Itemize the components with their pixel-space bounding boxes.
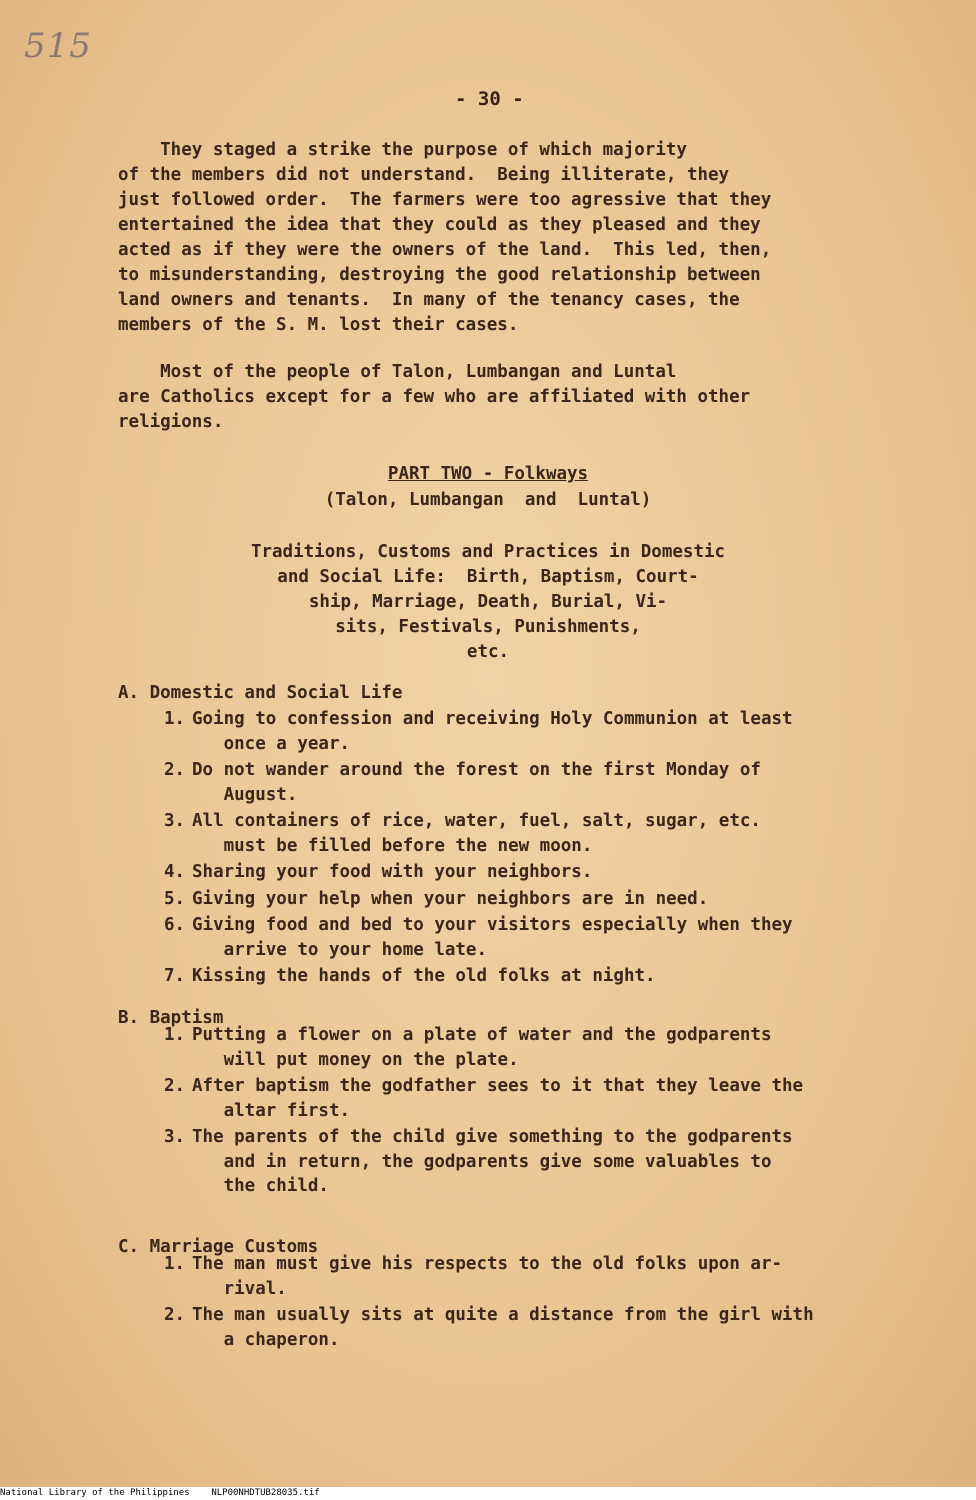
section-heading-baptism: B. Baptism — [118, 1008, 224, 1028]
item-number: 2. — [164, 1076, 186, 1096]
item-number: 4. — [164, 862, 186, 882]
item-number: 1. — [164, 1254, 186, 1274]
list-item — [164, 1125, 803, 1199]
list-item — [164, 964, 793, 989]
item-number: 2. — [164, 1305, 186, 1325]
item-text: Do not wander around the forest on the first Monday of August. — [192, 760, 761, 805]
list-item — [164, 809, 793, 858]
page-number: - 30 - — [455, 88, 524, 110]
list-baptism — [164, 1023, 803, 1201]
list-item — [164, 887, 793, 912]
manuscript-number: 515 — [24, 26, 92, 66]
list-item — [164, 1023, 803, 1072]
section-heading-domestic: A. Domestic and Social Life — [118, 683, 403, 703]
item-text: The man must give his respects to the old folks upon ar- rival. — [192, 1254, 783, 1299]
paragraph-strike: They staged a strike the purpose of which majority of the members did not understand. Being illiterate, they just followed order. The farmers were too agressive that they entertained the idea that they could as they pleased and they acted as if they were the owners of the land. This led, then, to misunderstanding, destroying the good relationship between land owners and tenants. In many of the tenancy cases, the members of the S. M. lost their cases. — [118, 140, 772, 335]
item-number: 3. — [164, 811, 186, 831]
item-text: The parents of the child give something to the godparents and in return, the godparents give some valuables to the child. — [192, 1127, 793, 1196]
list-item — [164, 860, 793, 885]
paragraph-religion: Most of the people of Talon, Lumbangan and Luntal are Catholics except for a few who are affiliated with other religions. — [118, 362, 751, 432]
item-number: 1. — [164, 709, 186, 729]
item-text: Sharing your food with your neighbors. — [192, 862, 593, 882]
part-two-subtitle: (Talon, Lumbangan and Luntal) — [324, 490, 652, 510]
item-text: All containers of rice, water, fuel, salt, sugar, etc. must be filled before the new moon. — [192, 811, 761, 856]
list-item — [164, 1074, 803, 1123]
item-text: After baptism the godfather sees to it that they leave the altar first. — [192, 1076, 804, 1121]
item-text: Giving your help when your neighbors are in need. — [192, 888, 709, 909]
item-text: Going to confession and receiving Holy Communion at least once a year. — [192, 709, 793, 754]
item-number: 7. — [164, 966, 186, 986]
list-marriage — [164, 1252, 814, 1354]
item-text: Giving food and bed to your visitors especially when they arrive to your home late. — [192, 915, 793, 960]
item-number: 5. — [164, 888, 186, 909]
item-text: Putting a flower on a plate of water and the godparents will put money on the plate. — [192, 1025, 772, 1070]
list-item — [164, 913, 793, 962]
part-two-title: PART TWO - Folkways — [387, 464, 589, 484]
scan-footer: National Library of the Philippines NLP00NHDTUB28035.tif — [0, 1487, 976, 1500]
list-domestic — [164, 707, 793, 991]
item-number: 3. — [164, 1127, 186, 1147]
item-number: 6. — [164, 915, 186, 935]
section-heading-marriage: C. Marriage Customs — [118, 1237, 319, 1257]
list-item — [164, 758, 793, 807]
list-item — [164, 1303, 814, 1352]
item-text: The man usually sits at quite a distance from the girl with a chaperon. — [192, 1305, 814, 1350]
item-number: 1. — [164, 1025, 186, 1045]
item-number: 2. — [164, 760, 186, 780]
item-text: Kissing the hands of the old folks at night. — [192, 966, 656, 986]
list-item — [164, 707, 793, 756]
traditions-heading: Traditions, Customs and Practices in Domestic and Social Life: Birth, Baptism, Court- ship, Marriage, Death, Burial, Vi- sits, Festivals, Punishments, etc. — [250, 542, 726, 662]
list-item — [164, 1252, 814, 1301]
